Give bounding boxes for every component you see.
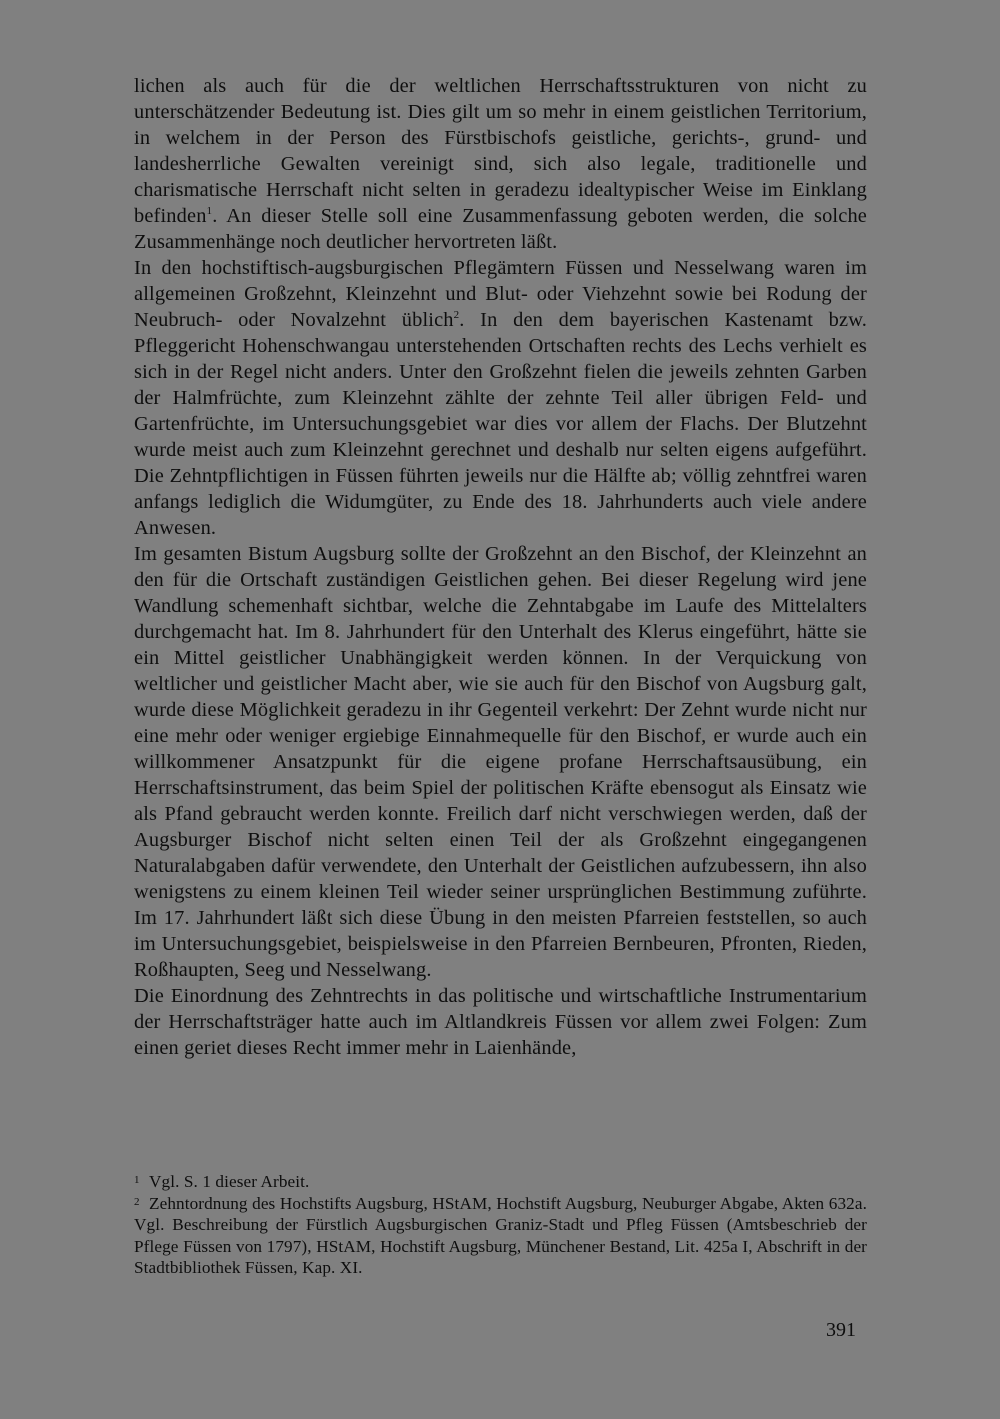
paragraph-text: Die Einordnung des Zehntrechts in das politische und wirtschaftliche Instrumentarium der Herrschaftsträger hatte auch im Altlandkreis Füssen vor allem zwei Folgen: Zum einen geriet dieses Recht immer mehr in Laienhände,: [134, 985, 867, 1059]
paragraph-text: lichen als auch für die der weltlichen Herrschaftsstrukturen von nicht zu unterschätzender Bedeutung ist. Dies gilt um so mehr in einem geistlichen Territorium, in welchem in der Person des Fürstbischofs geistliche, gerichts-, grund- und landesherrliche Gewalten vereinigt sind, sich also legale, traditionelle und charismatische Herrschaft nicht selten in geradezu idealtypischer Weise im Einklang befinden: [134, 75, 867, 227]
paragraph-text-continued: . An dieser Stelle soll eine Zusammenfassung geboten werden, die solche Zusammenhänge noch deutlicher hervortreten läßt.: [134, 205, 867, 253]
footnote-ref-1[interactable]: 1: [206, 205, 213, 218]
footnote-1: [134, 1171, 867, 1193]
paragraph-3: [134, 541, 867, 983]
paragraph-text-continued: . In den dem bayerischen Kastenamt bzw. Pfleggericht Hohenschwangau unterstehenden Ortschaften rechts des Lechs verhielt es sich in der Regel nicht anders. Unter den Großzehnt fielen die jeweils zehnten Garben der Halmfrüchte, zum Kleinzehnt zählte der zehnte Teil aller übrigen Feld- und Gartenfrüchte, im Untersuchungsgebiet war dies vor allem der Flachs. Der Blutzehnt wurde meist auch zum Kleinzehnt gerechnet und deshalb nur selten eigens aufgeführt. Die Zehntpflichtigen in Füssen führten jeweils nur die Hälfte ab; völlig zehntfrei waren anfangs lediglich die Widumgüter, zu Ende des 18. Jahrhunderts auch viele andere Anwesen.: [134, 309, 868, 539]
footnote-text: Zehntordnung des Hochstifts Augsburg, HStAM, Hochstift Augsburg, Neuburger Abgabe, Akten 632a. Vgl. Beschreibung der Fürstlich Augsburgischen Graniz-Stadt und Pfleg Füssen (Amtsbeschrieb der Pflege Füssen von 1797), HStAM, Hochstift Augsburg, Münchener Bestand, Lit. 425a I, Abschrift in der Stadtbibliothek Füssen, Kap. XI.: [134, 1193, 867, 1278]
footnote-mark: 2: [134, 1195, 140, 1208]
paragraph-4: [134, 983, 867, 1061]
paragraph-2: [134, 255, 867, 541]
paragraph-text: Im gesamten Bistum Augsburg sollte der Großzehnt an den Bischof, der Kleinzehnt an den für die Ortschaft zuständigen Geistlichen gehen. Bei dieser Regelung wird jene Wandlung schemenhaft sichtbar, welche die Zehntabgabe im Laufe des Mittelalters durchgemacht hat. Im 8. Jahrhundert für den Unterhalt des Klerus eingeführt, hätte sie ein Mittel geistlicher Unabhängigkeit werden können. In der Verquickung von weltlicher und geistlicher Macht aber, wie sie auch für den Bischof von Augsburg galt, wurde diese Möglichkeit geradezu in ihr Gegenteil verkehrt: Der Zehnt wurde nicht nur eine mehr oder weniger ergiebige Einnahmequelle für den Bischof, er wurde auch ein willkommener Ansatzpunkt für die eigene profane Herrschaftsausübung, ein Herrschaftsinstrument, das beim Spiel der politischen Kräfte ebensogut als Einsatz wie als Pfand gebraucht werden konnte. Freilich darf nicht verschwiegen werden, daß der Augsburger Bischof nicht selten einen Teil der als Großzehnt eingegangenen Naturalabgaben dafür verwendete, den Unterhalt der Geistlichen aufzubessern, ihn also wenigstens zu einem kleinen Teil wieder seiner ursprünglichen Bestimmung zuführte. Im 17. Jahrhundert läßt sich diese Übung in den meisten Pfarreien feststellen, so auch im Untersuchungsgebiet, beispielsweise in den Pfarreien Bernbeuren, Pfronten, Rieden, Roßhaupten, Seeg und Nesselwang.: [134, 543, 867, 981]
page-number: 391: [826, 1319, 856, 1341]
paragraph-1: [134, 73, 867, 255]
footnote-mark: 1: [134, 1174, 140, 1186]
footnotes: [134, 1171, 867, 1279]
footnote-ref-2[interactable]: 2: [453, 309, 460, 322]
footnote-2: [134, 1193, 867, 1279]
main-text: [134, 73, 867, 1061]
footnote-text: Vgl. S. 1 dieser Arbeit.: [149, 1172, 310, 1191]
paragraph-text: In den hochstiftisch-augsburgischen Pflegämtern Füssen und Nesselwang waren im allgemeinen Großzehnt, Kleinzehnt und Blut- oder Viehzehnt sowie bei Rodung der Neubruch- oder Novalzehnt üblich: [134, 257, 867, 331]
